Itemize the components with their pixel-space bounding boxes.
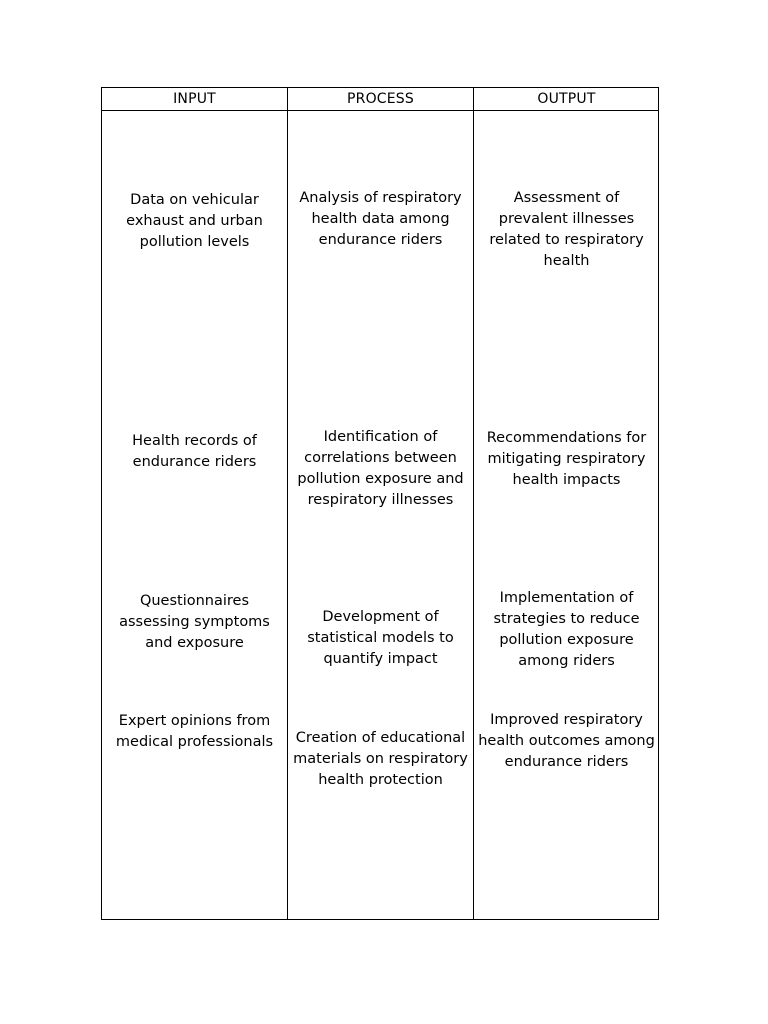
- process-cell-2: Identification of correlations between pollution exposure and respiratory illnesses: [297, 429, 464, 508]
- header-divider: [102, 110, 658, 111]
- process-cell-3: Development of statistical models to quantify impact: [307, 609, 454, 667]
- process-cell-4: Creation of educational materials on respiratory health protection: [293, 730, 468, 788]
- column-divider-2: [473, 88, 474, 919]
- output-cell-2: Recommendations for mitigating respiratory health impacts: [486, 430, 647, 488]
- output-cell-3: Implementation of strategies to reduce pollution exposure among riders: [493, 590, 640, 669]
- input-cell-2: Health records of endurance riders: [132, 433, 257, 470]
- header-output: OUTPUT: [537, 91, 596, 107]
- process-cell-1: Analysis of respiratory health data among endurance riders: [299, 190, 462, 248]
- input-cell-3: Questionnaires assessing symptoms and exposure: [119, 593, 270, 651]
- header-input: INPUT: [173, 91, 216, 107]
- output-cell-4: Improved respiratory health outcomes among endurance riders: [478, 712, 655, 770]
- input-cell-1: Data on vehicular exhaust and urban pollution levels: [126, 192, 263, 250]
- ipo-table: [101, 87, 659, 920]
- output-cell-1: Assessment of prevalent illnesses related to respiratory health: [489, 190, 644, 269]
- column-divider-1: [287, 88, 288, 919]
- header-process: PROCESS: [347, 91, 414, 107]
- input-cell-4: Expert opinions from medical professionals: [115, 713, 274, 750]
